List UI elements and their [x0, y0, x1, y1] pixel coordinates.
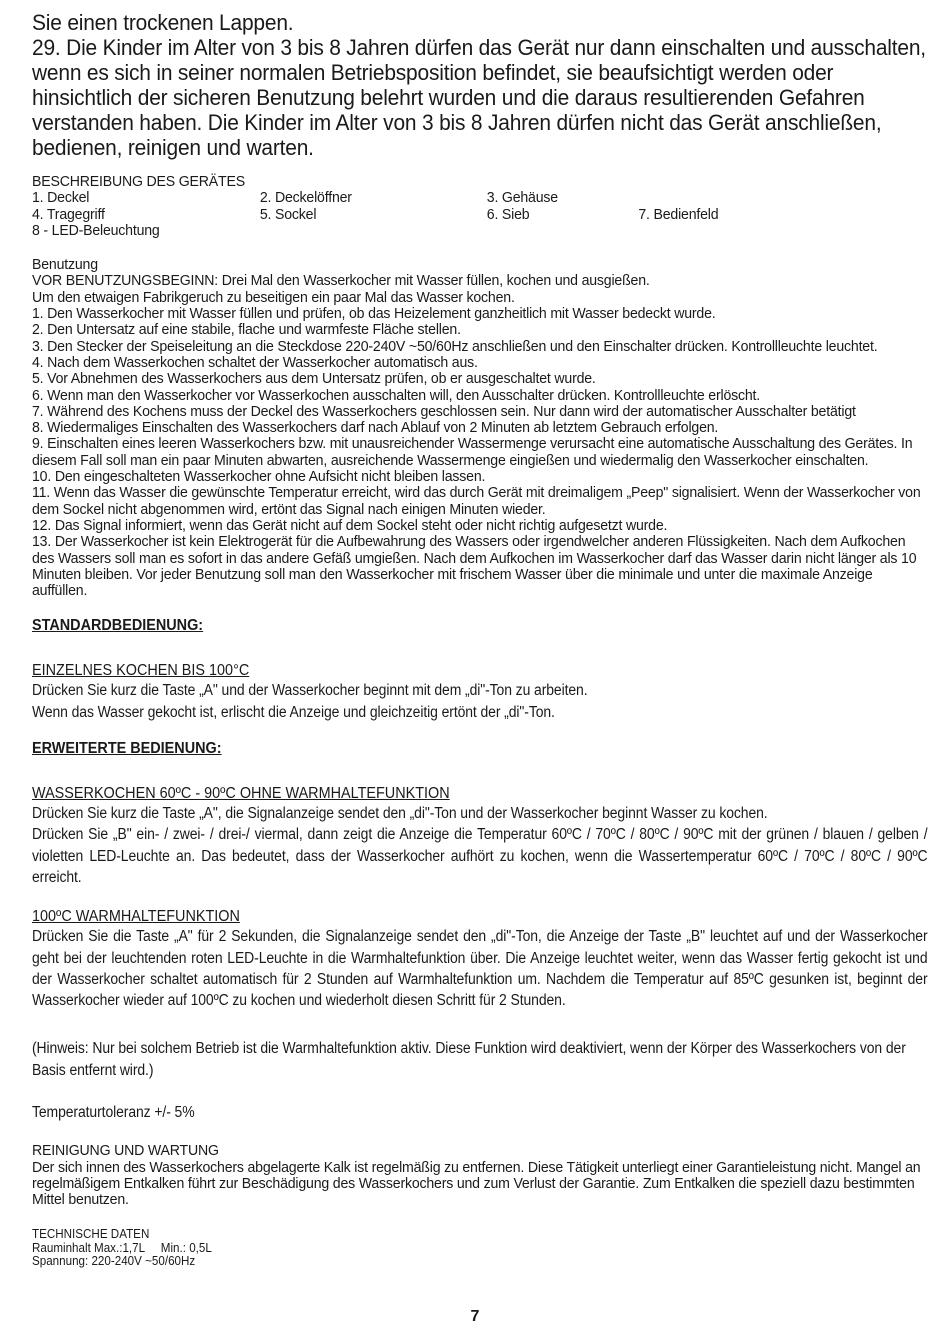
usage-section: [32, 257, 928, 599]
manual-page: [32, 10, 928, 1269]
usage-line: VOR BENUTZUNGSBEGINN: Drei Mal den Wasserkocher mit Wasser füllen, kochen und ausgießen.: [32, 272, 650, 290]
usage-line: 12. Das Signal informiert, wenn das Gerät nicht auf dem Sockel steht oder nicht richtig aufgesetzt wurde.: [32, 516, 668, 534]
usage-line: 9. Einschalten eines leeren Wasserkochers bzw. mit unausreichender Wassermenge verursacht eine automatische Ausschaltung des Gerätes. In diesem Fall soll man ein paar Minuten abwarten, ausreichende Wassermenge eingießen und wiedermalig den Wasserkocher einschalten.: [32, 435, 913, 469]
keep-warm-subheading: 100ºC WARMHALTEFUNKTION: [32, 908, 240, 926]
tech-heading: TECHNISCHE DATEN: [32, 1227, 150, 1242]
parts-heading: BESCHREIBUNG DES GERÄTES: [32, 173, 245, 190]
usage-line: 2. Den Untersatz auf eine stabile, flache und warmfeste Fläche stellen.: [32, 321, 461, 339]
usage-line: 10. Den eingeschalteten Wasserkocher ohne Aufsicht nicht bleiben lassen.: [32, 468, 486, 486]
part-2: 2. Deckelöffner: [259, 189, 352, 207]
keep-warm-note: (Hinweis: Nur bei solchem Betrieb ist die Warmhaltefunktion aktiv. Diese Funktion wird deaktiviert, wenn der Körper des Wasserkochers von der Basis entfernt wird.): [32, 1040, 906, 1079]
temperature-tolerance: Temperaturtoleranz +/- 5%: [32, 1103, 195, 1121]
cleaning-text: Der sich innen des Wasserkochers abgelagerte Kalk ist regelmäßig zu entfernen. Diese Tätigkeit unterliegt einer Garantieleistung nicht. Mangel an regelmäßigem Entkalken führt zur Beschädigung des Wasserkochers und zum Verlust der Garantie. Zum Entkalken die speziell dazu bestimmten Mittel benutzen.: [32, 1158, 921, 1209]
part-6: 6. Sieb: [486, 205, 530, 223]
part-8: 8 - LED-Beleuchtung: [32, 221, 160, 239]
usage-heading: Benutzung: [32, 256, 98, 274]
usage-line: 5. Vor Abnehmen des Wasserkochers aus dem Untersatz prüfen, ob er ausgeschaltet wurde.: [32, 370, 596, 388]
usage-line: 4. Nach dem Wasserkochen schaltet der Wasserkocher automatisch aus.: [32, 353, 478, 371]
technical-data: [32, 1228, 865, 1269]
parts-description: [32, 174, 928, 239]
temp-boil-subheading: WASSERKOCHEN 60ºC - 90ºC OHNE WARMHALTEFUNKTION: [32, 785, 450, 803]
extended-heading: ERWEITERTE BEDIENUNG:: [32, 740, 222, 758]
temp-boil-text: [32, 803, 928, 888]
intro-item-29: 29. Die Kinder im Alter von 3 bis 8 Jahren dürfen das Gerät nur dann einschalten und ausschalten, wenn es sich in seiner normalen Betriebsposition befindet, sie beaufsichtigt werden oder hinsichtlich der sicheren Benutzung belehrt wurden und die daraus resultierenden Gefahren verstanden haben. Die Kinder im Alter von 3 bis 8 Jahren dürfen nicht das Gerät anschließen, bedienen, reinigen und warten.: [32, 35, 926, 160]
single-boil-subheading: EINZELNES KOCHEN BIS 100°C: [32, 662, 250, 680]
usage-line: 6. Wenn man den Wasserkocher vor Wasserkochen ausschalten will, den Ausschalter drücken. Kontrollleuchte erlöscht.: [32, 386, 761, 404]
usage-line: 13. Der Wasserkocher ist kein Elektrogerät für die Aufbewahrung des Wassers oder irgendwelcher anderen Flüssigkeiten. Nach dem Aufkochen des Wassers soll man es sofort in das andere Gefäß umgießen. Nach dem Aufkochen im Wasserkocher darf das Wasser darin nicht länger als 10 Minuten bleiben. Vor jeder Benutzung soll man den Wasserkocher mit frischem Wasser über die minimale und unter die maximale Anzeige auffüllen.: [32, 533, 917, 600]
tech-voltage: Spannung: 220-240V ~50/60Hz: [32, 1254, 196, 1269]
usage-line: 3. Den Stecker der Speiseleitung an die Steckdose 220-240V ~50/60Hz anschließen und den Einschalter drücken. Kontrollleuchte leuchtet.: [32, 337, 878, 355]
tech-capacity: Rauminhalt Max.:1,7L Min.: 0,5L: [32, 1240, 212, 1255]
part-5: 5. Sockel: [259, 205, 317, 223]
cleaning-section: [32, 1143, 928, 1208]
part-7: 7. Bedienfeld: [638, 205, 719, 223]
intro-section: [32, 10, 928, 160]
standard-heading: STANDARDBEDIENUNG:: [32, 617, 204, 635]
usage-line: 11. Wenn das Wasser die gewünschte Temperatur erreicht, wird das durch Gerät mit dreimaligem „Peep" signalisiert. Wenn der Wasserkocher von dem Sockel nicht abgenommen wird, ertönt das Signal nach einigen Minuten wieder.: [32, 484, 921, 518]
parts-row: [32, 207, 928, 223]
page-number: 7: [470, 1308, 480, 1325]
part-1: 1. Deckel: [32, 189, 90, 207]
single-boil-line-1: Drücken Sie kurz die Taste „A" und der Wasserkocher beginnt mit dem „di"-Ton zu arbeiten.: [32, 682, 588, 700]
parts-row: [32, 190, 928, 206]
part-4: 4. Tragegriff: [32, 205, 105, 223]
temp-boil-line-1: Drücken Sie kurz die Taste „A", die Signalanzeige sendet den „di"-Ton und der Wasserkocher beginnt Wasser zu kochen.: [32, 805, 768, 823]
usage-line: 1. Den Wasserkocher mit Wasser füllen und prüfen, ob das Heizelement ganzheitlich mit Wasser bedeckt wurde.: [32, 305, 716, 323]
keep-warm-text: Drücken Sie die Taste „A" für 2 Sekunden, die Signalanzeige sendet den „di"-Ton, die Anzeige der Taste „B" leuchtet auf und der Wasserkocher geht bei der leuchtenden roten LED-Leuchte in die Warmhaltefunktion über. Die Anzeige leuchtet weiter, wenn das Wasser fertig gekocht ist und der Wasserkocher schaltet automatisch für 2 Stunden auf Warmhaltefunktion um. Nachdem die Temperatur auf 85ºC gesunken ist, beginnt der Wasserkocher wieder auf 100ºC zu kochen und wiederholt diesen Schritt für 2 Stunden.: [32, 928, 928, 1010]
cleaning-heading: REINIGUNG UND WARTUNG: [32, 1142, 219, 1160]
temp-boil-line-2: Drücken Sie „B" ein- / zwei- / drei-/ viermal, dann zeigt die Anzeige die Temperatur 60ºC / 70ºC / 80ºC / 90ºC mit der grünen / blauen / gelben / violetten LED-Leuchte an. Das bedeutet, dass der Wasserkocher aufhört zu kochen, wenn die Wassertemperatur 60ºC / 70ºC / 80ºC / 90ºC erreicht.: [32, 826, 928, 886]
part-3: 3. Gehäuse: [486, 189, 558, 207]
single-boil-line-2: Wenn das Wasser gekocht ist, erlischt die Anzeige und gleichzeitig ertönt der „di"-Ton.: [32, 703, 555, 721]
usage-line: Um den etwaigen Fabrikgeruch zu beseitigen ein paar Mal das Wasser kochen.: [32, 288, 515, 306]
usage-line: 8. Wiedermaliges Einschalten des Wasserkochers darf nach Ablauf von 2 Minuten ab letztem Gebrauch erfolgen.: [32, 419, 719, 437]
usage-line: 7. Während des Kochens muss der Deckel des Wasserkochers geschlossen sein. Nur dann wird der automatischer Ausschalter betätigt: [32, 402, 856, 420]
intro-line-1: Sie einen trockenen Lappen.: [32, 10, 294, 35]
single-boil-text: [32, 680, 928, 723]
